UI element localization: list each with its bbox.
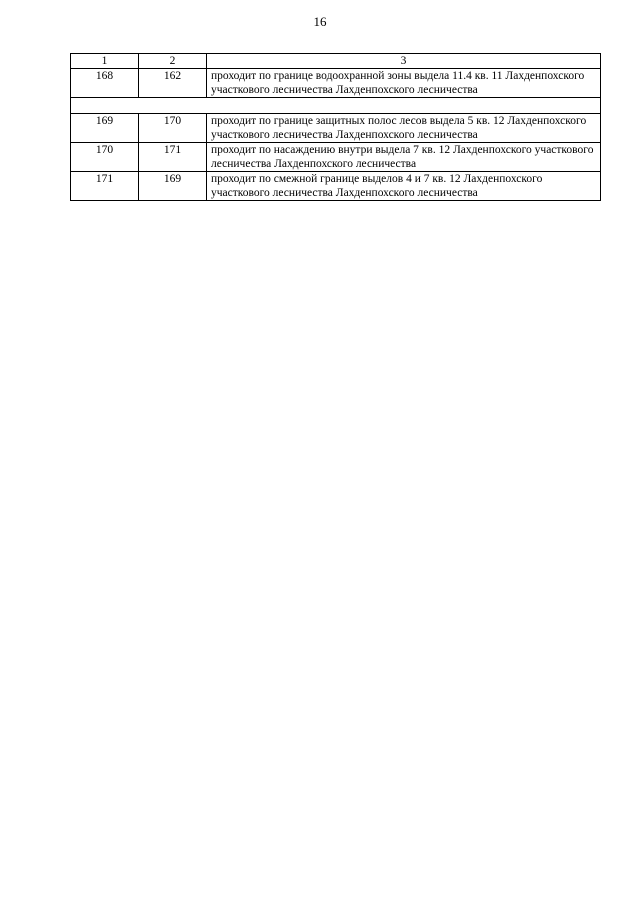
- table-row: [71, 172, 601, 201]
- header-cell-2: 2: [139, 54, 207, 69]
- table-spacer-row: [71, 98, 601, 114]
- table-row: [71, 143, 601, 172]
- table-header-row: [71, 54, 601, 69]
- row-point-number: 169: [71, 114, 139, 143]
- row-point-number: 171: [71, 172, 139, 201]
- row-next-point: 171: [139, 143, 207, 172]
- row-description: проходит по насаждению внутри выдела 7 кв. 12 Лахденпохского участкового лесничества Лахденпохского лесничества: [207, 143, 601, 172]
- spacer-cell: [71, 98, 601, 114]
- row-next-point: 170: [139, 114, 207, 143]
- header-cell-3: 3: [207, 54, 601, 69]
- boundary-table: [70, 53, 601, 201]
- page-number: 16: [313, 14, 327, 29]
- row-next-point: 169: [139, 172, 207, 201]
- row-description: проходит по границе защитных полос лесов выдела 5 кв. 12 Лахденпохского участкового лесничества Лахденпохского лесничества: [207, 114, 601, 143]
- row-description: проходит по смежной границе выделов 4 и 7 кв. 12 Лахденпохского участкового лесничества Лахденпохского лесничества: [207, 172, 601, 201]
- header-cell-1: 1: [71, 54, 139, 69]
- table-row: [71, 69, 601, 98]
- table-row: [71, 114, 601, 143]
- row-description: проходит по границе водоохранной зоны выдела 11.4 кв. 11 Лахденпохского участкового лесничества Лахденпохского лесничества: [207, 69, 601, 98]
- row-point-number: 168: [71, 69, 139, 98]
- row-next-point: 162: [139, 69, 207, 98]
- row-point-number: 170: [71, 143, 139, 172]
